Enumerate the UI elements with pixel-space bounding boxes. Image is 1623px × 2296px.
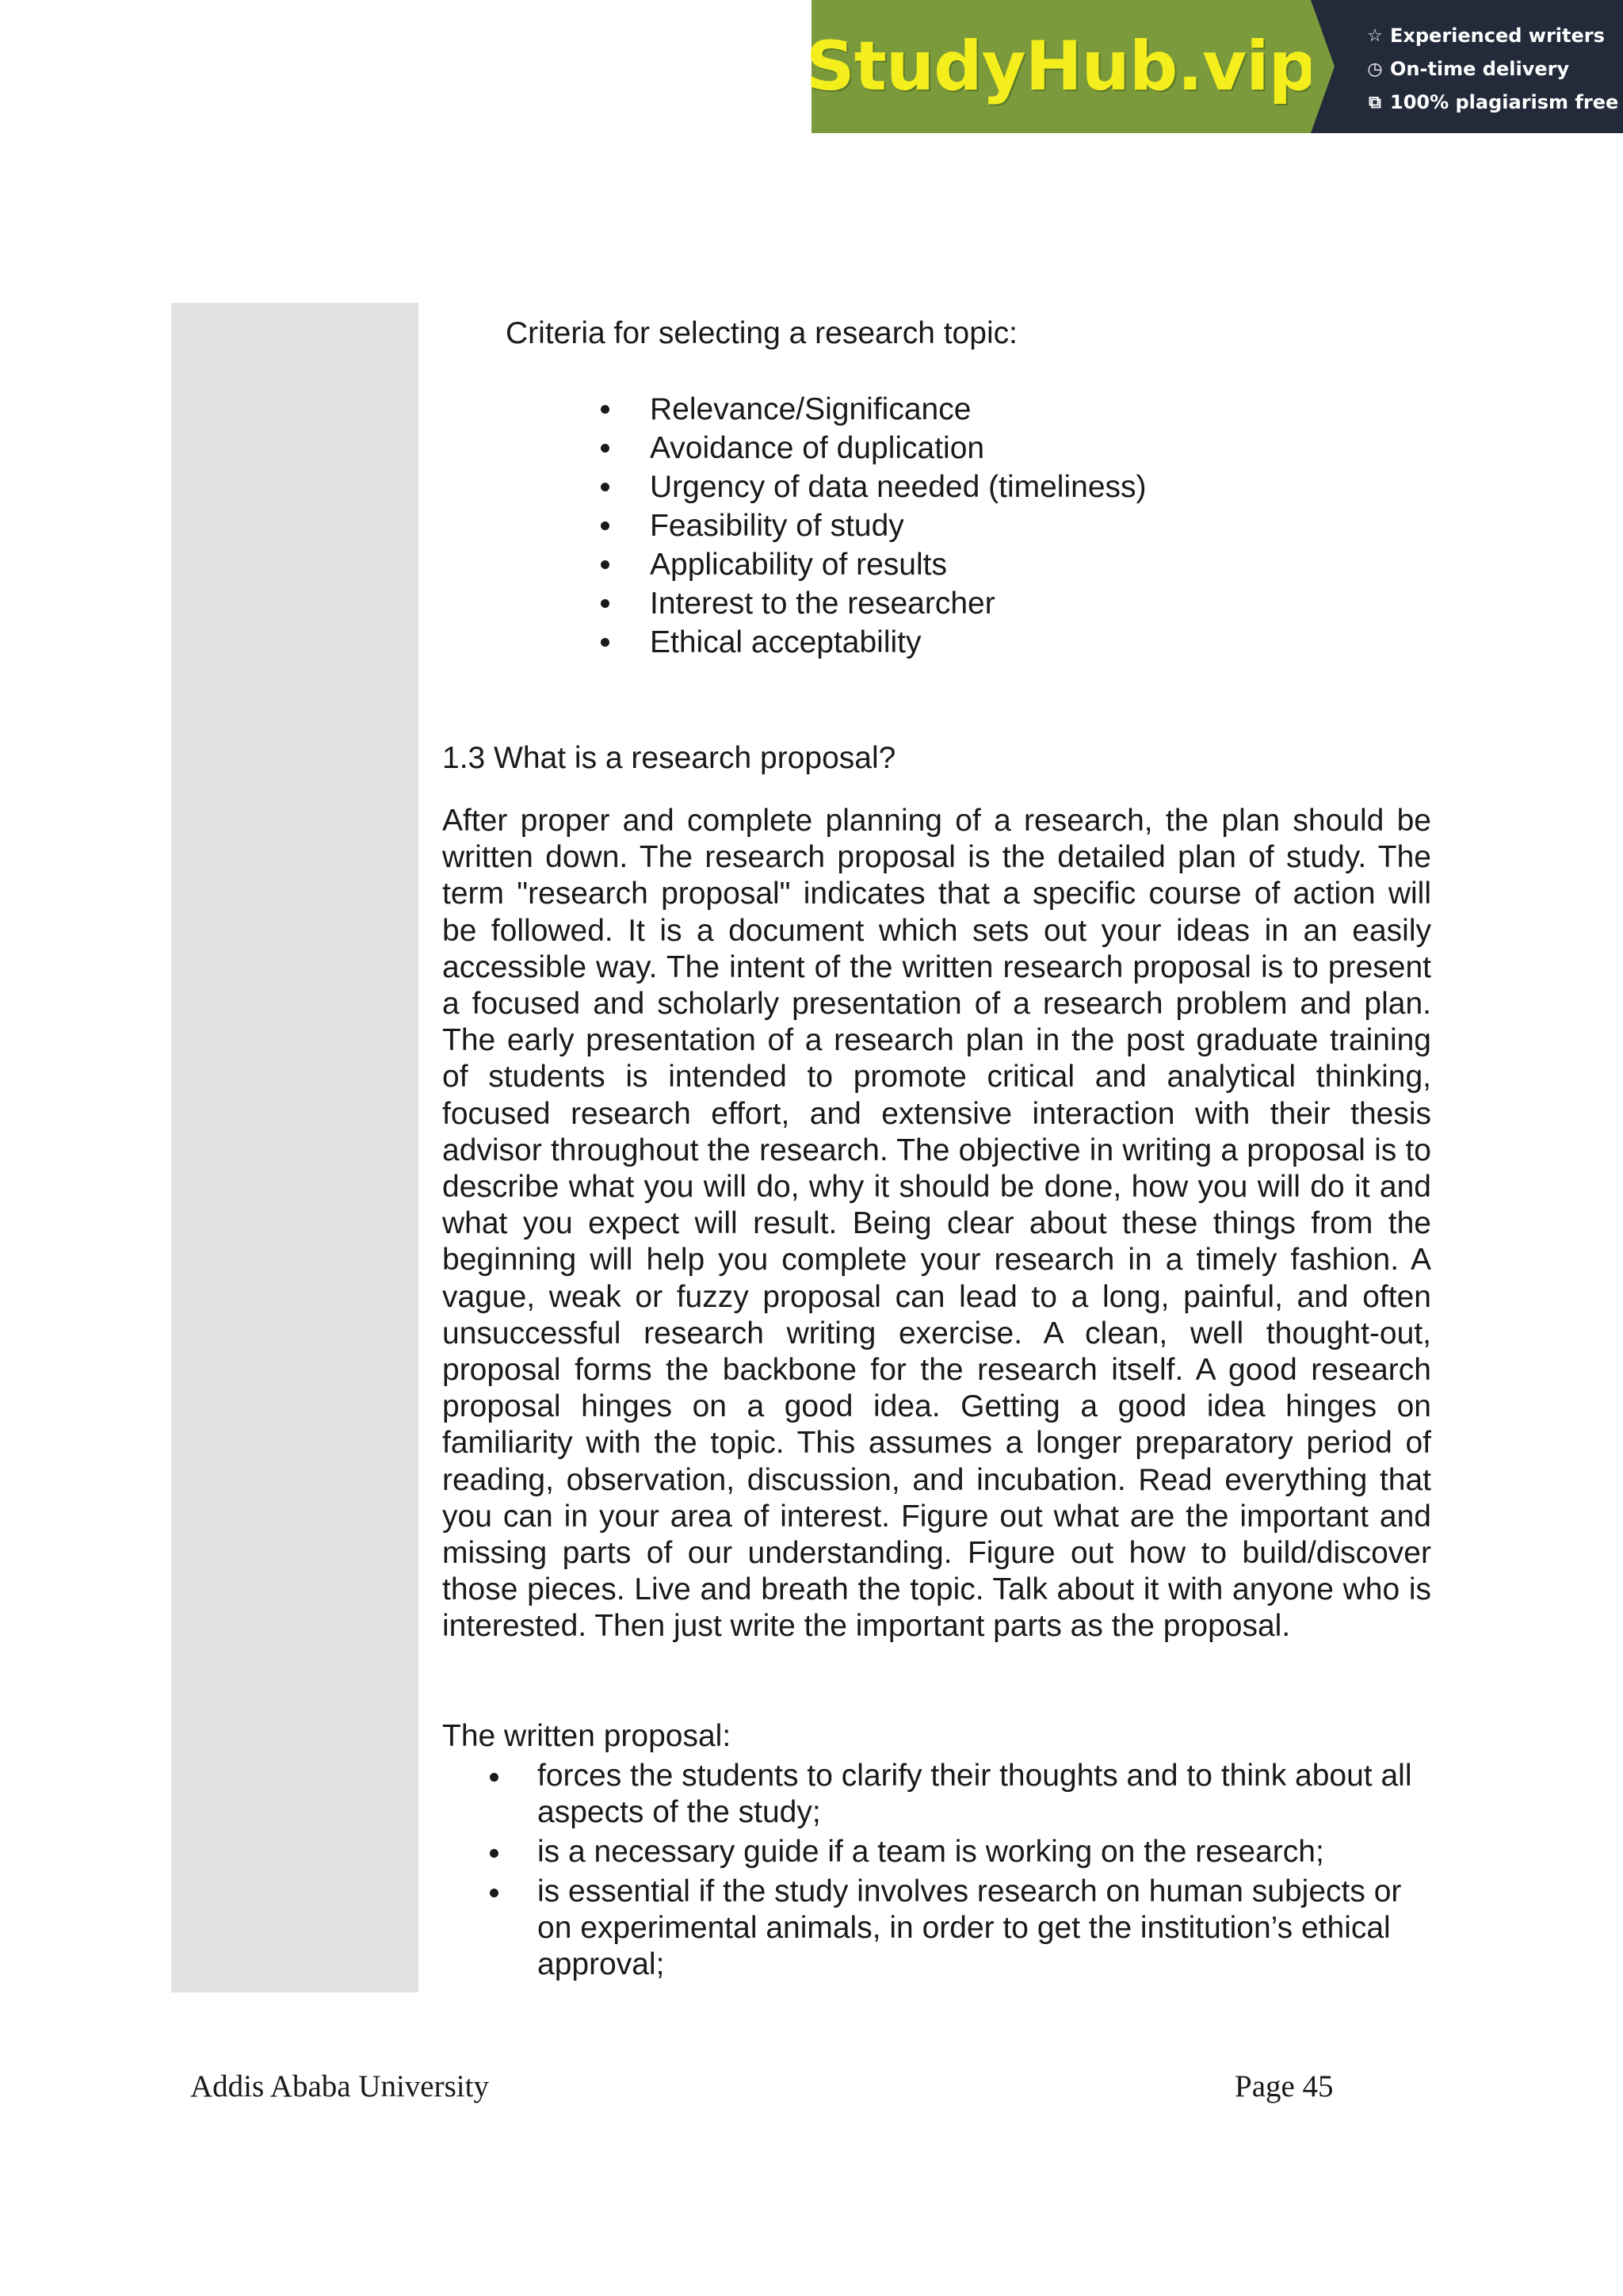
list-item: Urgency of data needed (timeliness) [601,468,1147,506]
clock-icon: ◷ [1367,59,1383,79]
bullet-icon [601,599,609,608]
written-proposal-heading: The written proposal: [442,1719,731,1753]
list-item: forces the students to clarify their thoughts and to think about all aspects of the study; [490,1758,1433,1831]
logo-panel [805,0,1317,133]
written-proposal-list [490,1758,1433,1986]
bullet-icon [601,560,609,569]
body-paragraph: After proper and complete planning of a research, the plan should be written down. The research proposal is the detailed plan of study. The term "research proposal" indicates that a specific course of action will be followed. It is a document which sets out your ideas in an easily accessible way. The intent of the written research proposal is to present a focused and scholarly presentation of a research problem and plan. The early presentation of a research plan in the post graduate training of students is intended to promote critical and analytical thinking, focused research effort, and extensive interaction with their thesis advisor throughout the research. The objective in writing a proposal is to describe what you will do, why it should be done, how you will do it and what you expect will result. Being clear about these things from the beginning will help you complete your research in a timely fashion. A vague, weak or fuzzy proposal can lead to a long, painful, and often unsuccessful research writing exercise. A clean, well thought-out, proposal forms the backbone for the research itself. A good research proposal hinges on a good idea. Getting a good idea hinges on familiarity with the topic. This assumes a longer preparatory period of reading, observation, discussion, and incubation. Read everything that you can in your area of interest. Figure out what are the important and missing parts of our understanding. Figure out how to build/discover those pieces. Live and breath the topic. Talk about it with anyone who is interested. Then just write the important parts as the proposal. [442,804,1431,1644]
criteria-title: Criteria for selecting a research topic: [506,316,1018,350]
list-item: is essential if the study involves research on human subjects or on experimental animals, in order to get the institution’s ethical approval; [490,1874,1433,1983]
page-number: Page 45 [1235,2069,1334,2103]
feature-label: 100% plagiarism free [1390,91,1619,113]
list-item: Feasibility of study [601,506,1147,545]
bullet-icon [601,521,609,530]
feature-label: Experienced writers [1390,25,1605,47]
margin-sidebar [171,303,418,1992]
copy-icon: ⧉ [1369,92,1381,113]
feature-panel [1311,0,1623,133]
feature-label: On-time delivery [1390,58,1570,80]
bullet-icon [601,444,609,453]
promo-banner[interactable] [805,0,1623,133]
bullet-icon [601,483,609,491]
studyhub-logo: StudyHub.vip [805,27,1317,106]
star-icon: ☆ [1367,25,1383,46]
list-item: Ethical acceptability [601,623,1147,662]
list-item: Applicability of results [601,545,1147,584]
feature-plagiarism-free [1365,86,1623,119]
feature-on-time-delivery [1365,52,1623,86]
criteria-list [601,390,1147,662]
list-item: is a necessary guide if a team is working on the research; [490,1834,1433,1870]
bullet-icon [490,1889,498,1897]
list-item: Interest to the researcher [601,584,1147,623]
list-item: Relevance/Significance [601,390,1147,429]
footer-institution: Addis Ababa University [190,2069,489,2103]
bullet-icon [490,1849,498,1858]
section-heading: 1.3 What is a research proposal? [442,741,896,775]
bullet-icon [490,1773,498,1782]
bullet-icon [601,405,609,414]
bullet-icon [601,638,609,647]
feature-experienced-writers [1365,19,1623,52]
list-item: Avoidance of duplication [601,429,1147,468]
